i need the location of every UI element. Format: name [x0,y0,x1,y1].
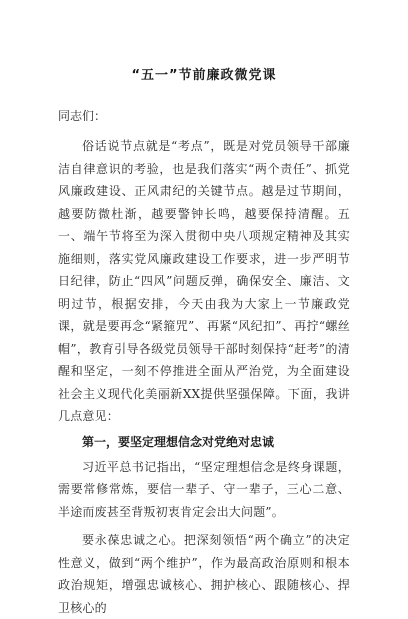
section1-paragraph-2: 要永葆忠诚之心。把深刻领悟“两个确立”的决定性意义，做到“两个维护”，作为最高政治原则和根本政治规矩，增强忠诚核心、拥护核心、跟随核心、捍卫核心的 [58,533,350,615]
intro-paragraph: 俗话说节点就是“考点”，既是对党员领导干部廉洁自律意识的考验，也是我们落实“两个责任”、抓党风廉政建设、正风肃纪的关键节点。越是过节期间，越要防微杜渐，越要警钟长鸣，越要保持清醒。五一、端午节将至为深入贯彻中央八项规定精神及其实施细则，落实党风廉政建设工作要求，进一步严明节日纪律，防止“四风”问题反弹，确保安全、廉洁、文明过节，根据安排，今天由我为大家上一节廉政党课，就是要再念“紧箍咒”、再紧“风纪扣”、再拧“螺丝帽”，教育引导各级党员领导干部时刻保持“赶考”的清醒和坚定，一刻不停推进全面从严治党，为全面建设社会主义现代化美丽新XX提供坚强保障。下面，我讲几点意见： [58,139,350,423]
section-heading-1: 第一，要坚定理想信念对党绝对忠诚 [82,434,275,449]
section1-paragraph-1: 习近平总书记指出，“坚定理想信念是终身课题，需要常修常炼，要信一辈子、守一辈子，三心二意、半途而废甚至背叛初衷肯定会出大问题”。 [58,459,350,519]
document-title: “五一”节前廉政微党课 [131,68,277,83]
salutation: 同志们： [58,109,107,123]
